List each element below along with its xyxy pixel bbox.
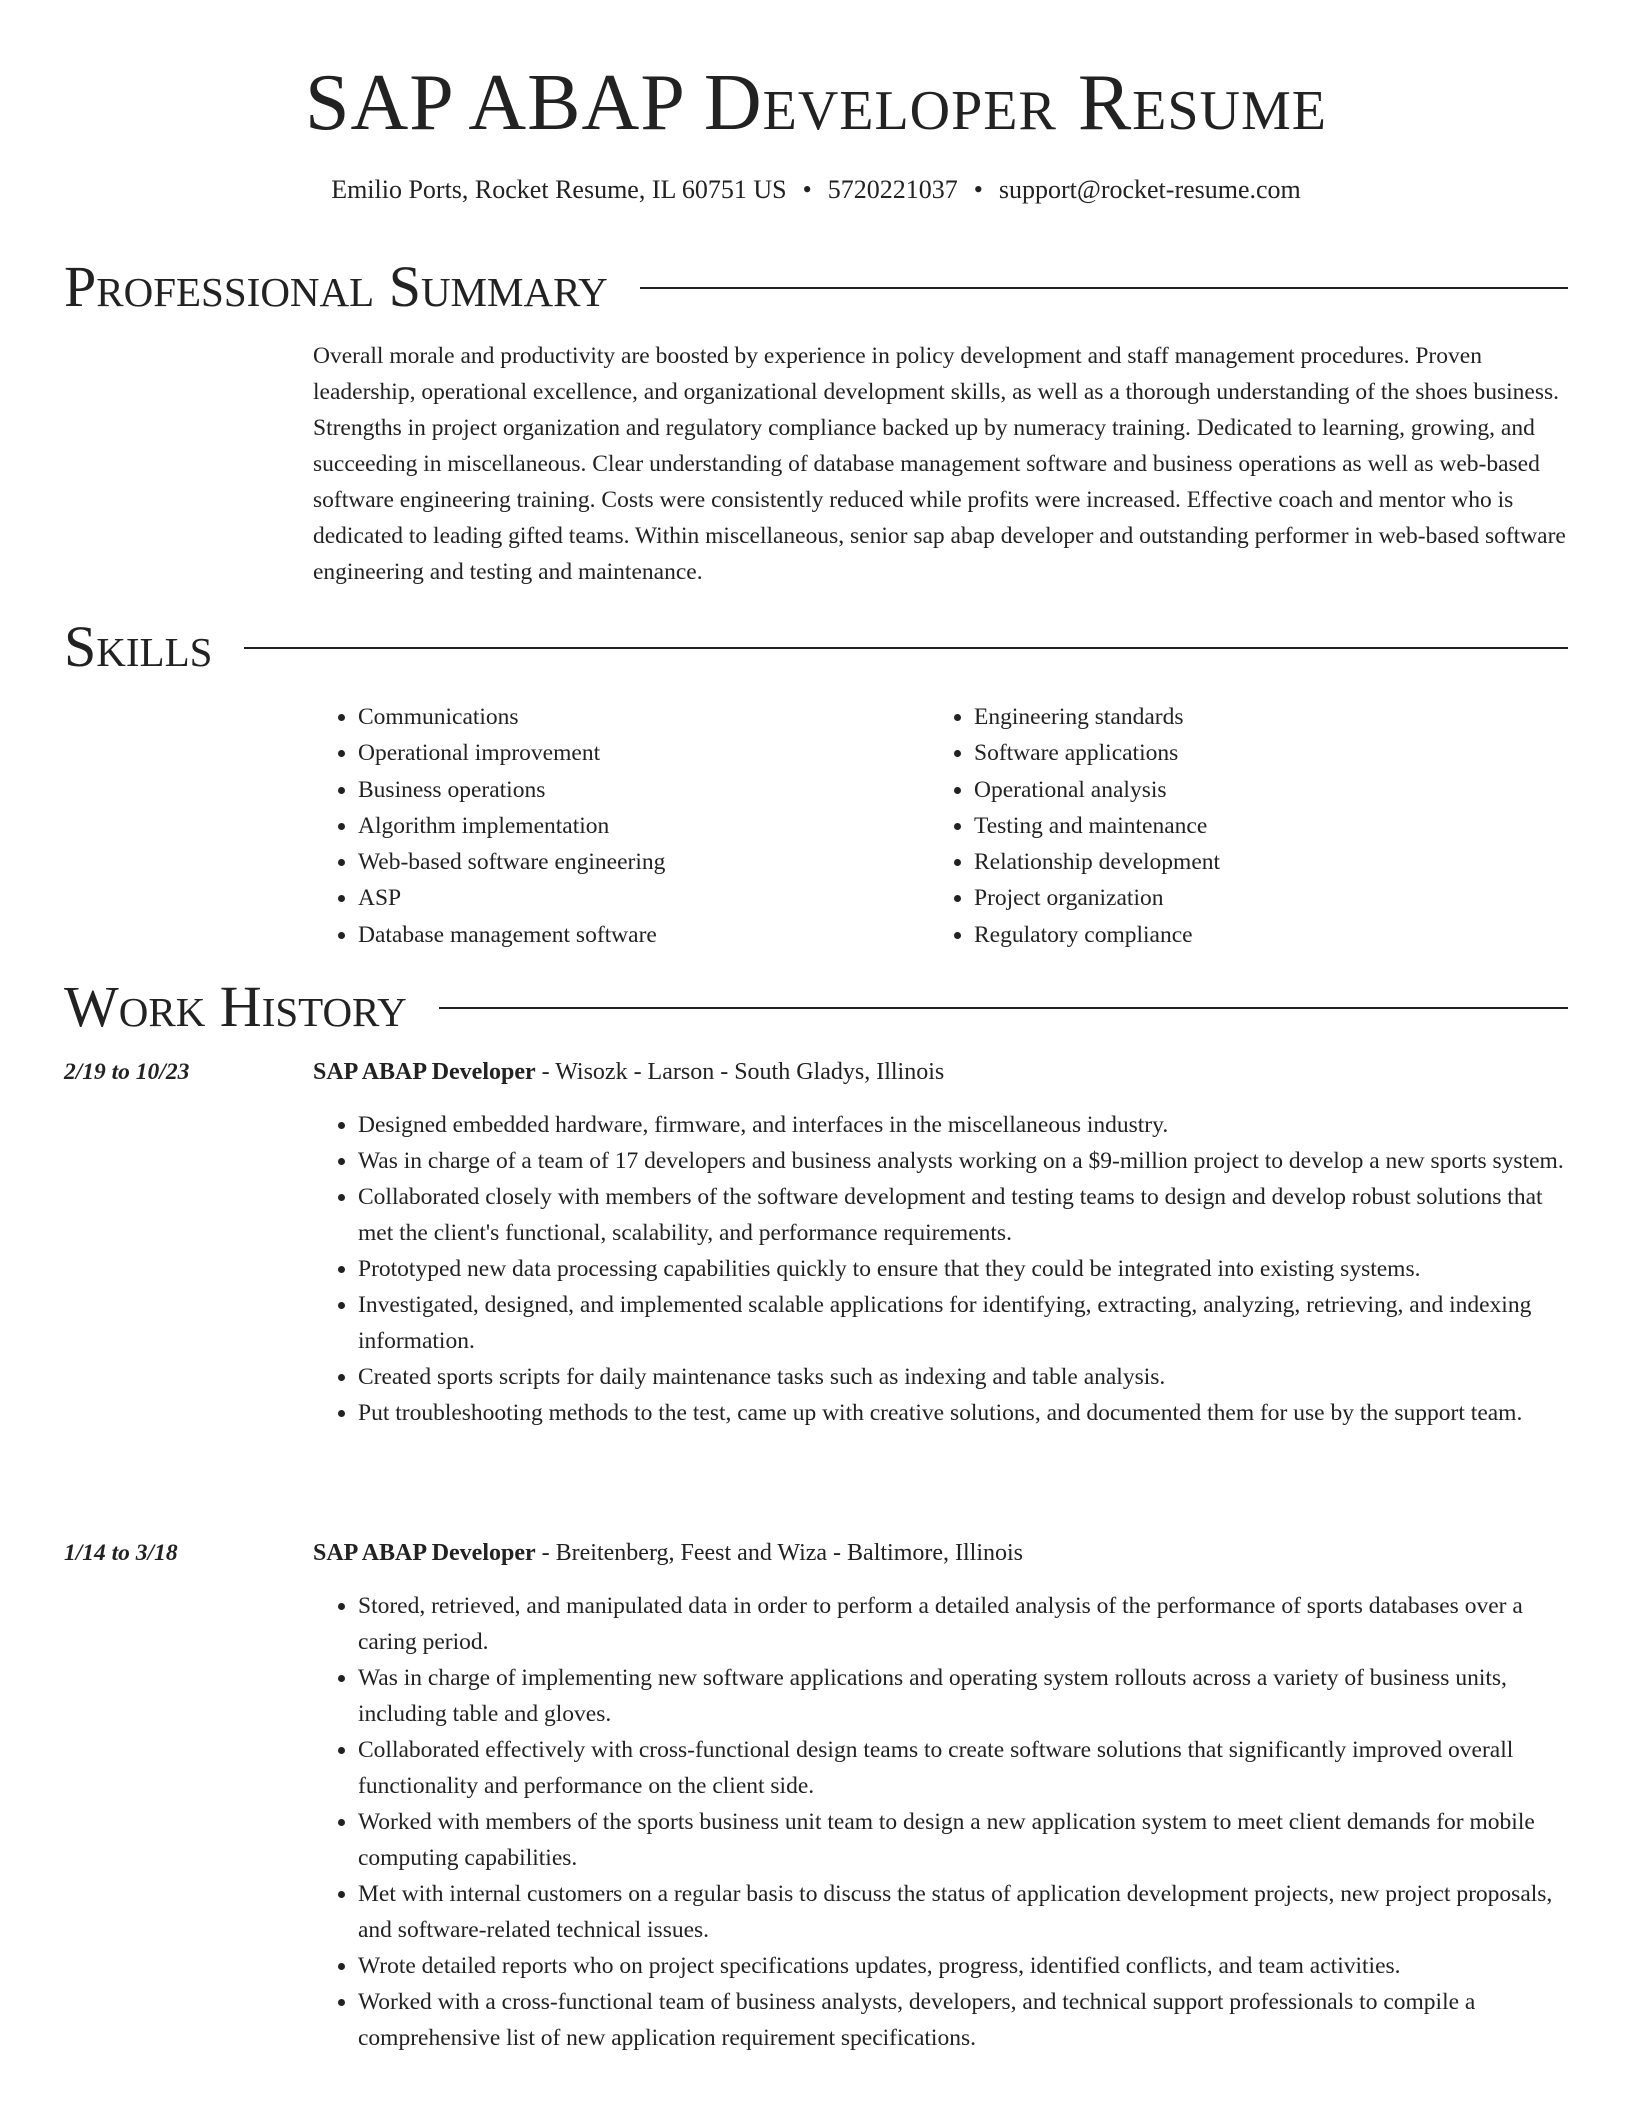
skill-item: • Database management software — [358, 917, 929, 953]
work-history-section-title: Work History — [64, 974, 407, 1039]
contact-line — [0, 174, 1632, 206]
skill-item: • Business operations — [358, 772, 929, 808]
job-bullet: • Prototyped new data processing capabilities quickly to ensure that they could be integrated into existing systems. — [358, 1251, 1569, 1287]
job-role: SAP ABAP Developer — [313, 1540, 536, 1566]
job-bullet: • Was in charge of implementing new software applications and operating system rollouts across a variety of business units, including table and gloves. — [358, 1660, 1569, 1732]
job-bullet: • Wrote detailed reports who on project specifications updates, progress, identified conflicts, and team activities. — [358, 1948, 1569, 1984]
job-bullet: • Worked with members of the sports business unit team to design a new application system to meet client demands for mobile computing capabilities. — [358, 1804, 1569, 1876]
skill-item: • Software applications — [974, 735, 1545, 771]
job-bullet: • Worked with a cross-functional team of business analysts, developers, and technical support professionals to compile a comprehensive list of new application requirement specifications. — [358, 1984, 1569, 2056]
job-bullet: • Designed embedded hardware, firmware, and interfaces in the miscellaneous industry. — [358, 1107, 1569, 1143]
summary-section-title: Professional Summary — [64, 254, 608, 319]
job-bullet: • Put troubleshooting methods to the test, came up with creative solutions, and documented them for use by the support team. — [358, 1395, 1569, 1431]
job-company: - Breitenberg, Feest and Wiza - Baltimore, Illinois — [535, 1540, 1024, 1566]
summary-section-heading — [64, 254, 1568, 320]
skill-item: • ASP — [358, 880, 929, 916]
skill-item: • Operational improvement — [358, 735, 929, 771]
job-bullet: • Was in charge of a team of 17 developers and business analysts working on a $9-million project to develop a new sports system. — [358, 1143, 1569, 1179]
skill-item: • Project organization — [974, 880, 1545, 916]
resume-title: SAP ABAP Developer Resume — [305, 59, 1327, 147]
skill-item: • Communications — [358, 699, 929, 735]
job-bullet: • Created sports scripts for daily maintenance tasks such as indexing and table analysis. — [358, 1359, 1569, 1395]
section-divider — [244, 647, 1568, 649]
skills-column-right — [929, 699, 1545, 953]
contact-separator: • — [973, 175, 983, 204]
contact-address: Emilio Ports, Rocket Resume, IL 60751 US — [331, 175, 787, 204]
job-role: SAP ABAP Developer — [313, 1059, 536, 1085]
job-bullet: • Collaborated closely with members of the software development and testing teams to design and develop robust solutions that met the client's functional, scalability, and performance requirements. — [358, 1179, 1569, 1251]
skills-section-title: Skills — [64, 614, 213, 679]
job-bullet: • Stored, retrieved, and manipulated data in order to perform a detailed analysis of the performance of sports databases over a caring period. — [358, 1588, 1569, 1660]
job-header — [313, 1054, 944, 1090]
skills-column-left — [313, 699, 929, 953]
job-bullet: • Investigated, designed, and implemented scalable applications for identifying, extracting, analyzing, retrieving, and indexing information. — [358, 1287, 1569, 1359]
job-bullets — [313, 1107, 1569, 1431]
skill-item: • Web-based software engineering — [358, 844, 929, 880]
job-dates: 2/19 to 10/23 — [64, 1059, 190, 1085]
contact-separator: • — [802, 175, 812, 204]
section-divider — [439, 1007, 1568, 1009]
section-divider — [640, 287, 1568, 289]
skill-item: • Engineering standards — [974, 699, 1545, 735]
skill-item: • Regulatory compliance — [974, 917, 1545, 953]
job-bullets — [313, 1588, 1569, 2056]
job-bullet: • Met with internal customers on a regular basis to discuss the status of application development projects, new project proposals, and software-related technical issues. — [358, 1876, 1569, 1948]
job-bullet: • Collaborated effectively with cross-functional design teams to create software solutions that significantly improved overall functionality and performance on the client side. — [358, 1732, 1569, 1804]
summary-text: Overall morale and productivity are boosted by experience in policy development and staff management procedures. Proven leadership, operational excellence, and organizational development skills, as well as a thorough understanding of the shoes business. Strengths in project organization and regulatory compliance backed up by numeracy training. Dedicated to learning, growing, and succeeding in miscellaneous. Clear understanding of database management software and business operations as well as web-based software engineering training. Costs were consistently reduced while profits were increased. Effective coach and mentor who is dedicated to leading gifted teams. Within miscellaneous, senior sap abap developer and outstanding performer in web-based software engineering and testing and maintenance. — [313, 343, 1566, 585]
skills-section-heading — [64, 614, 1568, 680]
skill-item: • Operational analysis — [974, 772, 1545, 808]
contact-email[interactable]: support@rocket-resume.com — [998, 175, 1301, 204]
job-company: - Wisozk - Larson - South Gladys, Illinois — [535, 1059, 945, 1085]
skill-item: • Relationship development — [974, 844, 1545, 880]
skill-item: • Algorithm implementation — [358, 808, 929, 844]
skills-list — [313, 699, 1569, 953]
job-dates: 1/14 to 3/18 — [64, 1540, 178, 1566]
work-history-section-heading — [64, 974, 1568, 1040]
skill-item: • Testing and maintenance — [974, 808, 1545, 844]
job-header — [313, 1535, 1023, 1571]
contact-phone: 5720221037 — [827, 175, 958, 204]
